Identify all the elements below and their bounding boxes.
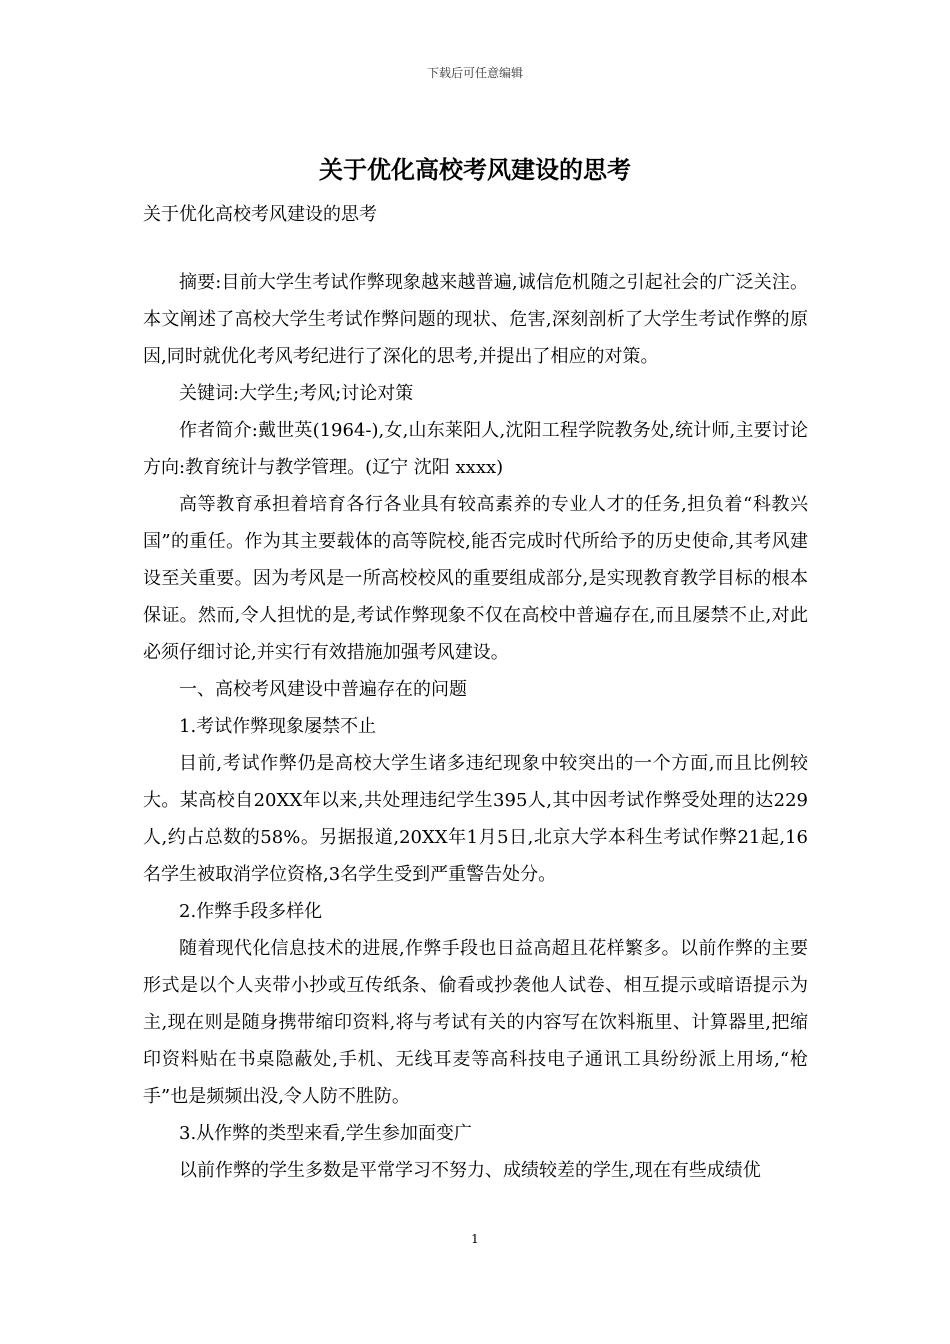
- subsection-heading: 1.考试作弊现象屡禁不止: [179, 716, 377, 737]
- keywords-paragraph: 关键词:大学生;考风;讨论对策: [179, 383, 414, 404]
- abstract-paragraph: 摘要:目前大学生考试作弊现象越来越普遍,诚信危机随之引起社会的广泛关注。本文阐述了高校大学生考试作弊问题的现状、危害,深刻剖析了大学生考试作弊的原因,同时就优化考风考纪进行了深化的思考,并提出了相应的对策。: [143, 272, 808, 367]
- author-paragraph: 作者简介:戴世英(1964-),女,山东莱阳人,沈阳工程学院教务处,统计师,主要讨论方向:教育统计与教学管理。(辽宁 沈阳 xxxx): [143, 420, 808, 478]
- header-note: 下载后可任意编辑: [426, 66, 523, 80]
- body-paragraph: 目前,考试作弊仍是高校大学生诸多违纪现象中较突出的一个方面,而且比例较大。某高校自20XX年以来,共处理违纪学生395人,其中因考试作弊受处理的达229人,约占总数的58%。另据报道,20XX年1月5日,北京大学本科生考试作弊21起,16名学生被取消学位资格,3名学生受到严重警告处分。: [143, 753, 808, 885]
- page-number: 1: [471, 1232, 479, 1246]
- body-paragraph: 随着现代化信息技术的进展,作弊手段也日益高超且花样繁多。以前作弊的主要形式是以个人夹带小抄或互传纸条、偷看或抄袭他人试卷、相互提示或暗语提示为主,现在则是随身携带缩印资料,将与考试有关的内容写在饮料瓶里、计算器里,把缩印资料贴在书桌隐蔽处,手机、无线耳麦等高科技电子通讯工具纷纷派上用场,“枪手”也是频频出没,令人防不胜防。: [143, 938, 808, 1107]
- subsection-heading: 3.从作弊的类型来看,学生参加面变广: [179, 1123, 472, 1144]
- document-title: 关于优化高校考风建设的思考: [319, 156, 631, 184]
- document-subtitle: 关于优化高校考风建设的思考: [143, 204, 377, 225]
- section-heading: 一、高校考风建设中普遍存在的问题: [179, 679, 467, 700]
- intro-paragraph: 高等教育承担着培育各行各业具有较高素养的专业人才的任务,担负着“科教兴国”的重任。作为其主要载体的高等院校,能否完成时代所给予的历史使命,其考风建设至关重要。因为考风是一所高校校风的重要组成部分,是实现教育教学目标的根本保证。然而,令人担忧的是,考试作弊现象不仅在高校中普遍存在,而且屡禁不止,对此必须仔细讨论,并实行有效措施加强考风建设。: [143, 494, 808, 663]
- document-body: [143, 264, 808, 1189]
- body-paragraph: 以前作弊的学生多数是平常学习不努力、成绩较差的学生,现在有些成绩优: [179, 1160, 761, 1181]
- subsection-heading: 2.作弊手段多样化: [179, 901, 323, 922]
